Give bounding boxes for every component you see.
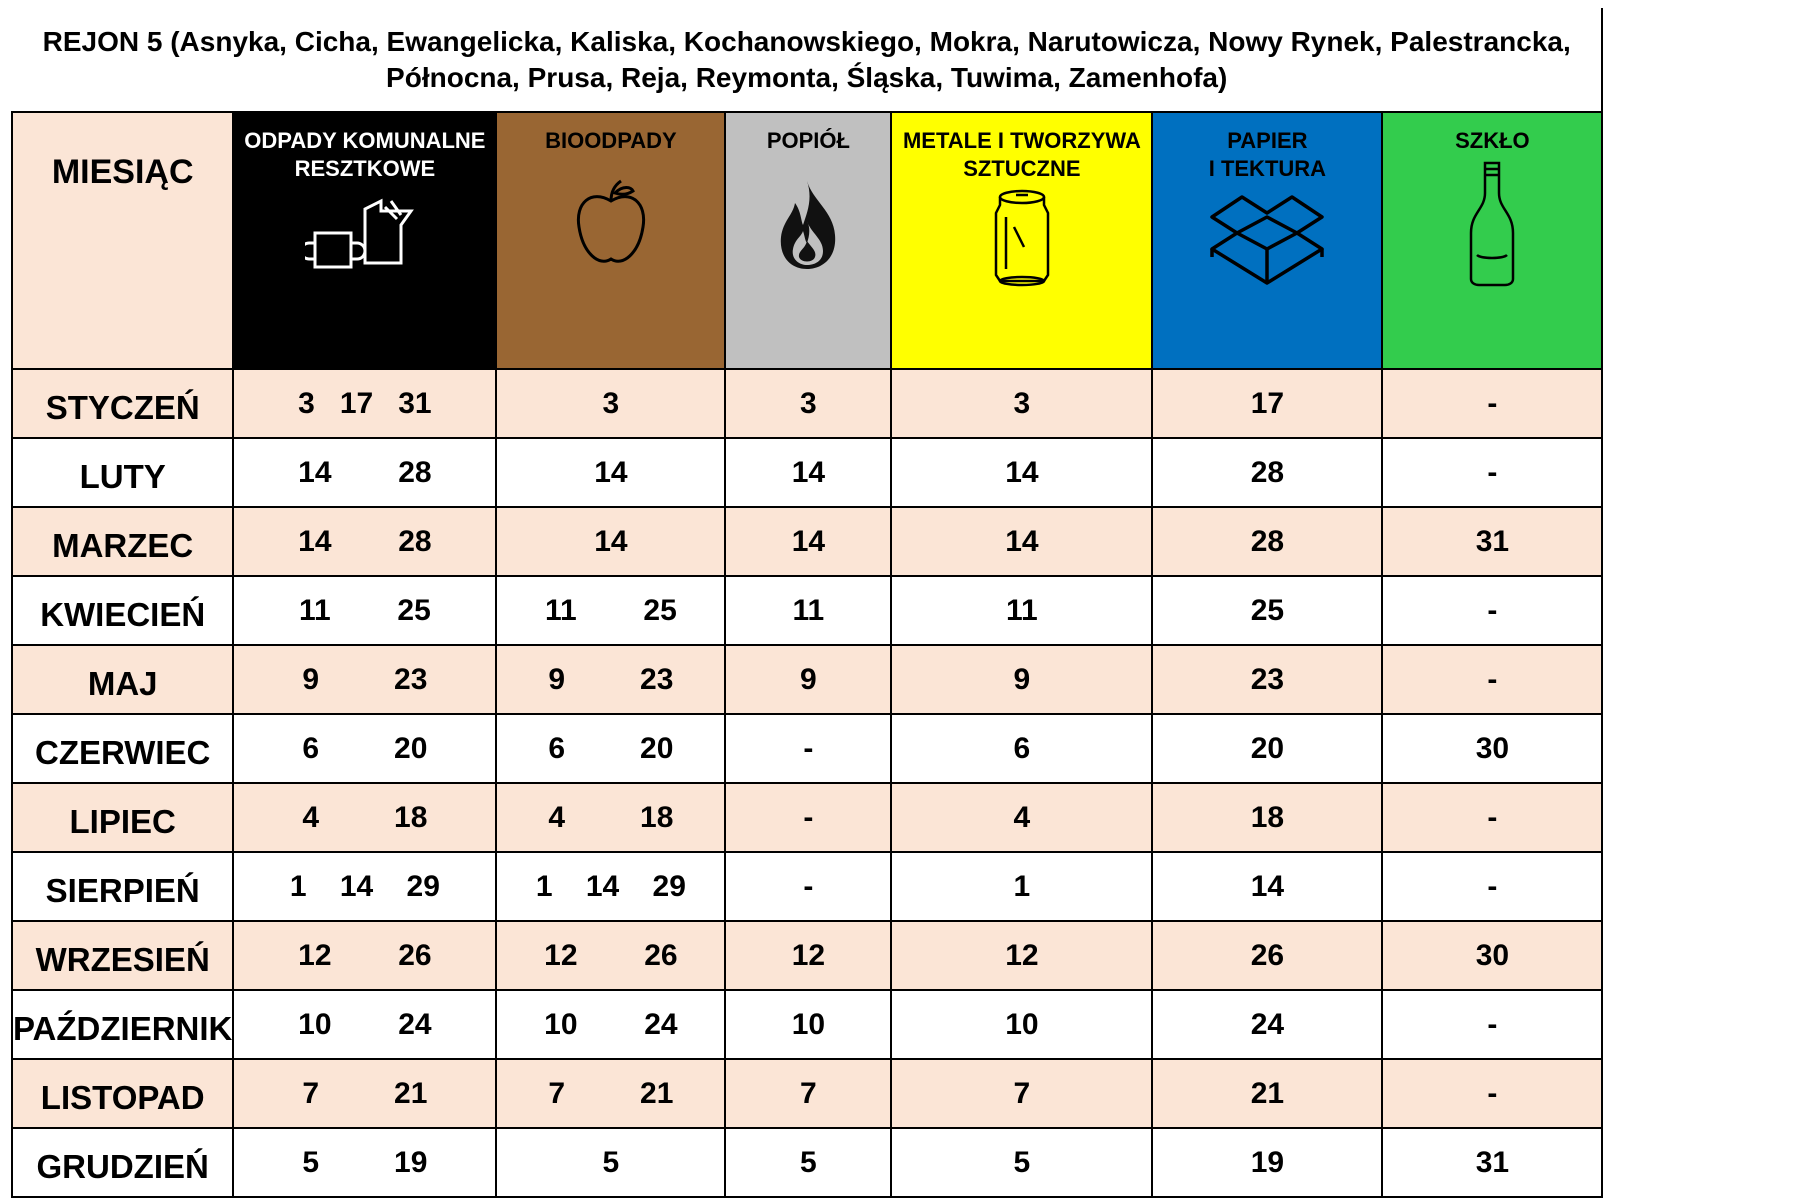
date-cell-mixed-waste: 1 14 29 — [233, 852, 496, 921]
date-cell-biowaste: 4 18 — [496, 783, 725, 852]
date-cell-glass: - — [1382, 1059, 1602, 1128]
date-cell-mixed-waste: 11 25 — [233, 576, 496, 645]
month-row — [12, 852, 1602, 921]
month-name: MARZEC — [12, 507, 233, 576]
month-name: LIPIEC — [12, 783, 233, 852]
date-cell-mixed-waste: 5 19 — [233, 1128, 496, 1197]
date-cell-paper: 25 — [1152, 576, 1382, 645]
header-row — [12, 112, 1602, 369]
month-row — [12, 1059, 1602, 1128]
date-cell-plastics-metals: 7 — [891, 1059, 1152, 1128]
title-line-2: Północna, Prusa, Reja, Reymonta, Śląska, Tuwima, Zamenhofa) — [386, 61, 1228, 93]
date-cell-plastics-metals: 12 — [891, 921, 1152, 990]
date-cell-plastics-metals: 3 — [891, 369, 1152, 438]
header-biowaste: BIOODPADY — [496, 112, 725, 369]
date-cell-ash: - — [725, 714, 891, 783]
month-name: MAJ — [12, 645, 233, 714]
date-cell-paper: 19 — [1152, 1128, 1382, 1197]
date-cell-paper: 28 — [1152, 438, 1382, 507]
header-plastics-metals: METALE I TWORZYWA SZTUCZNE — [891, 112, 1152, 369]
date-cell-biowaste: 7 21 — [496, 1059, 725, 1128]
date-cell-paper: 28 — [1152, 507, 1382, 576]
month-row — [12, 921, 1602, 990]
date-cell-paper: 24 — [1152, 990, 1382, 1059]
header-ash: POPIÓŁ — [725, 112, 891, 369]
date-cell-glass: 30 — [1382, 714, 1602, 783]
header-glass: SZKŁO — [1382, 112, 1602, 369]
month-name: SIERPIEŃ — [12, 852, 233, 921]
month-row — [12, 783, 1602, 852]
date-cell-glass: 31 — [1382, 507, 1602, 576]
date-cell-ash: - — [725, 783, 891, 852]
mug-and-box-icon — [305, 193, 425, 273]
month-name: GRUDZIEŃ — [12, 1128, 233, 1197]
date-cell-plastics-metals: 5 — [891, 1128, 1152, 1197]
header-paper: PAPIER I TEKTURA — [1152, 112, 1382, 369]
date-cell-paper: 23 — [1152, 645, 1382, 714]
date-cell-plastics-metals: 1 — [891, 852, 1152, 921]
date-cell-plastics-metals: 14 — [891, 507, 1152, 576]
date-cell-biowaste: 11 25 — [496, 576, 725, 645]
date-cell-glass: 30 — [1382, 921, 1602, 990]
date-cell-mixed-waste: 10 24 — [233, 990, 496, 1059]
date-cell-mixed-waste: 6 20 — [233, 714, 496, 783]
date-cell-ash: - — [725, 852, 891, 921]
date-cell-glass: - — [1382, 990, 1602, 1059]
date-cell-mixed-waste: 12 26 — [233, 921, 496, 990]
month-row — [12, 645, 1602, 714]
waste-schedule-table — [11, 8, 1603, 1198]
date-cell-ash: 3 — [725, 369, 891, 438]
date-cell-mixed-waste: 9 23 — [233, 645, 496, 714]
date-cell-ash: 14 — [725, 438, 891, 507]
month-row — [12, 369, 1602, 438]
date-cell-biowaste: 1 14 29 — [496, 852, 725, 921]
date-cell-mixed-waste: 14 28 — [233, 438, 496, 507]
header-mixed-waste: ODPADY KOMUNALNE RESZTKOWE — [233, 112, 496, 369]
title-line-1: REJON 5 (Asnyka, Cicha, Ewangelicka, Kaliska, Kochanowskiego, Mokra, Narutowicza, Nowy Rynek, Palestrancka, — [42, 25, 1571, 57]
date-cell-paper: 18 — [1152, 783, 1382, 852]
month-name: KWIECIEŃ — [12, 576, 233, 645]
date-cell-biowaste: 3 — [496, 369, 725, 438]
date-cell-plastics-metals: 10 — [891, 990, 1152, 1059]
date-cell-glass: - — [1382, 783, 1602, 852]
date-cell-ash: 14 — [725, 507, 891, 576]
month-header: MIESIĄC — [12, 112, 233, 369]
month-name: CZERWIEC — [12, 714, 233, 783]
date-cell-ash: 10 — [725, 990, 891, 1059]
date-cell-ash: 11 — [725, 576, 891, 645]
can-icon — [992, 187, 1052, 287]
apple-icon — [571, 177, 651, 273]
date-cell-plastics-metals: 11 — [891, 576, 1152, 645]
date-cell-biowaste: 14 — [496, 507, 725, 576]
date-cell-biowaste: 14 — [496, 438, 725, 507]
date-cell-ash: 9 — [725, 645, 891, 714]
month-row — [12, 990, 1602, 1059]
date-cell-glass: - — [1382, 369, 1602, 438]
date-cell-ash: 12 — [725, 921, 891, 990]
schedule-title — [12, 8, 1602, 112]
date-cell-plastics-metals: 9 — [891, 645, 1152, 714]
bottle-icon — [1467, 159, 1517, 289]
date-cell-mixed-waste: 4 18 — [233, 783, 496, 852]
date-cell-paper: 20 — [1152, 714, 1382, 783]
date-cell-ash: 5 — [725, 1128, 891, 1197]
date-cell-paper: 26 — [1152, 921, 1382, 990]
date-cell-paper: 17 — [1152, 369, 1382, 438]
cardboard-box-icon — [1202, 187, 1332, 287]
date-cell-glass: - — [1382, 438, 1602, 507]
month-row — [12, 507, 1602, 576]
month-name: LISTOPAD — [12, 1059, 233, 1128]
month-row — [12, 576, 1602, 645]
month-name: STYCZEŃ — [12, 369, 233, 438]
date-cell-paper: 21 — [1152, 1059, 1382, 1128]
month-name: LUTY — [12, 438, 233, 507]
date-cell-biowaste: 6 20 — [496, 714, 725, 783]
date-cell-mixed-waste: 14 28 — [233, 507, 496, 576]
date-cell-mixed-waste: 7 21 — [233, 1059, 496, 1128]
date-cell-biowaste: 12 26 — [496, 921, 725, 990]
date-cell-biowaste: 10 24 — [496, 990, 725, 1059]
date-cell-paper: 14 — [1152, 852, 1382, 921]
date-cell-plastics-metals: 14 — [891, 438, 1152, 507]
date-cell-mixed-waste: 3 17 31 — [233, 369, 496, 438]
month-row — [12, 438, 1602, 507]
date-cell-plastics-metals: 4 — [891, 783, 1152, 852]
date-cell-plastics-metals: 6 — [891, 714, 1152, 783]
month-row — [12, 714, 1602, 783]
month-name: PAŹDZIERNIK — [12, 990, 233, 1059]
date-cell-glass: 31 — [1382, 1128, 1602, 1197]
fire-icon — [773, 177, 843, 273]
date-cell-biowaste: 9 23 — [496, 645, 725, 714]
date-cell-biowaste: 5 — [496, 1128, 725, 1197]
month-row — [12, 1128, 1602, 1197]
date-cell-glass: - — [1382, 576, 1602, 645]
date-cell-ash: 7 — [725, 1059, 891, 1128]
date-cell-glass: - — [1382, 645, 1602, 714]
month-name: WRZESIEŃ — [12, 921, 233, 990]
date-cell-glass: - — [1382, 852, 1602, 921]
